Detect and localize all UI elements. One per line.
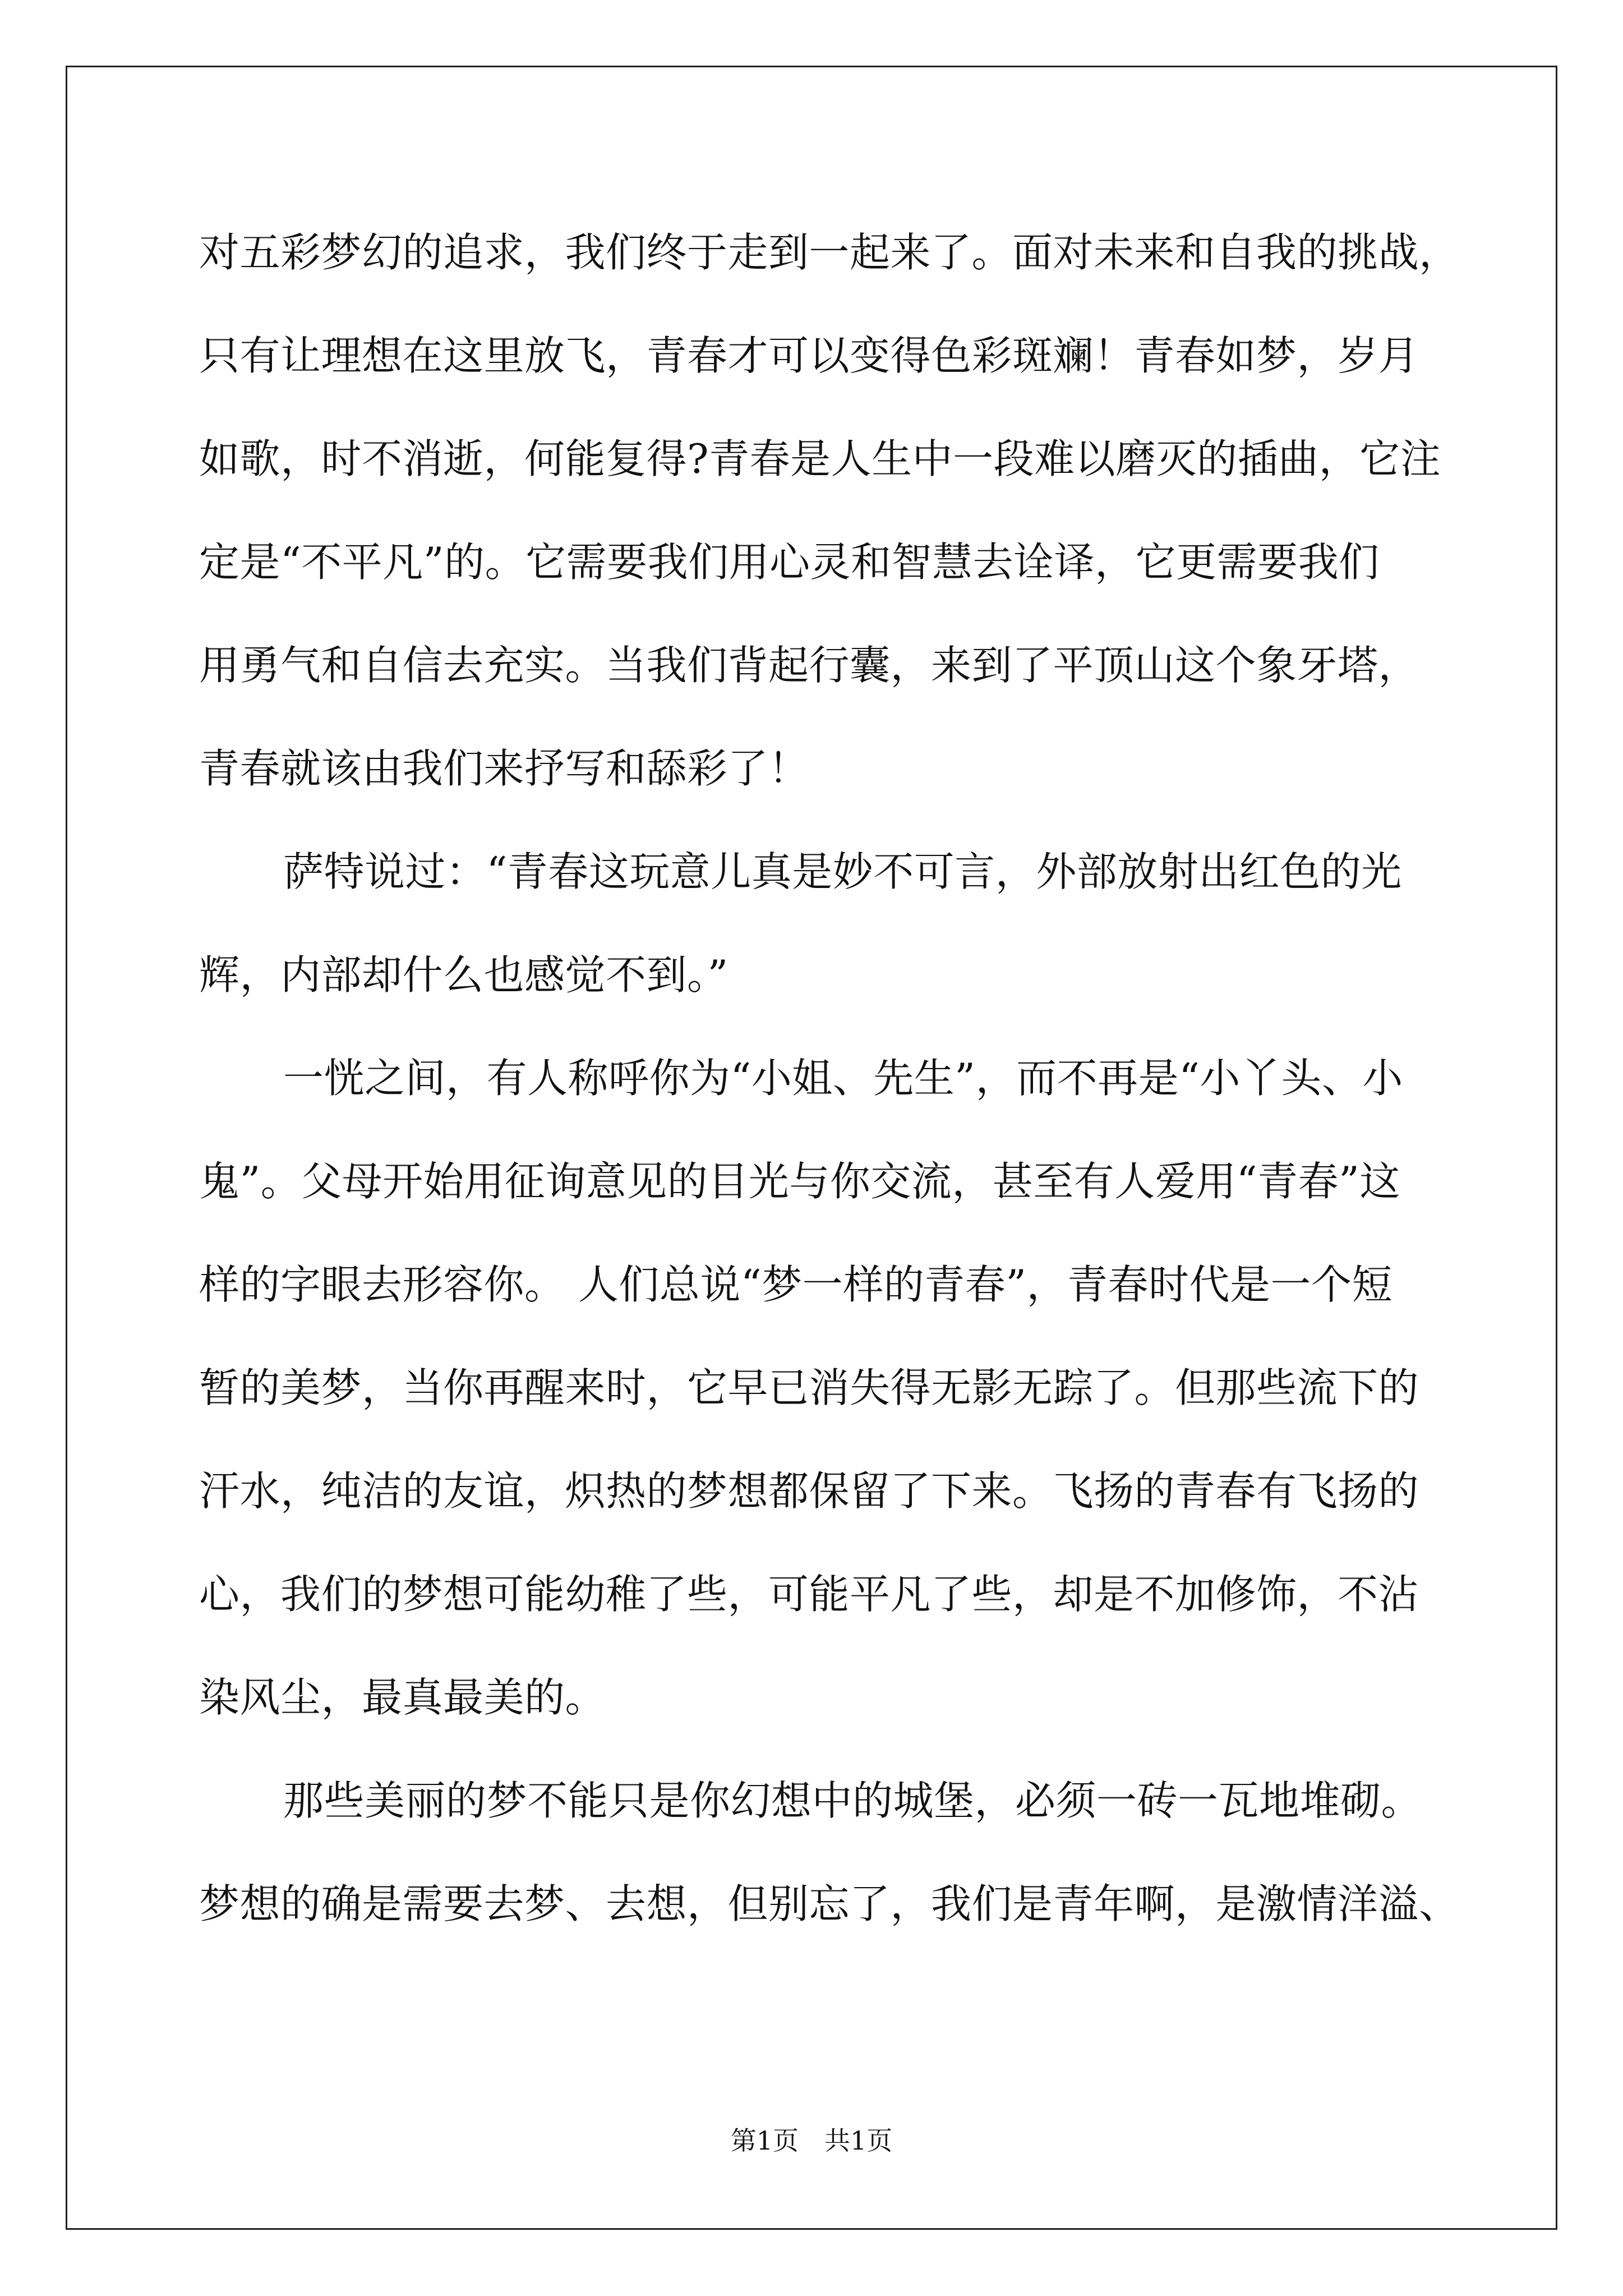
text-line: 用勇气和自信去充实。当我们背起行囊，来到了平顶山这个象牙塔， bbox=[199, 642, 1419, 689]
page-number-footer: 第1页 共1页 bbox=[730, 2125, 893, 2156]
text-line: 染风尘，最真最美的。 bbox=[199, 1674, 606, 1721]
text-line: 汗水，纯洁的友谊，炽热的梦想都保留了下来。飞扬的青春有飞扬的 bbox=[199, 1467, 1419, 1515]
text-line: 辉，内部却什么也感觉不到。” bbox=[199, 951, 728, 999]
text-line: 暂的美梦，当你再醒来时，它早已消失得无影无踪了。但那些流下的 bbox=[199, 1364, 1419, 1411]
text-line: 心，我们的梦想可能幼稚了些，可能平凡了些，却是不加修饰，不沾 bbox=[199, 1571, 1419, 1618]
text-line: 只有让理想在这里放飞，青春才可以变得色彩斑斓！青春如梦，岁月 bbox=[199, 332, 1419, 379]
text-line: 对五彩梦幻的追求，我们终于走到一起来了。面对未来和自我的挑战， bbox=[199, 229, 1460, 276]
text-line: 样的字眼去形容你。 人们总说“梦一样的青春”，青春时代是一个短 bbox=[199, 1261, 1393, 1308]
paragraph-start-line: 萨特说过：“青春这玩意儿真是妙不可言，外部放射出红色的光 bbox=[283, 848, 1402, 895]
document-body bbox=[199, 201, 1460, 1955]
text-line: 梦想的确是需要去梦、去想，但别忘了，我们是青年啊，是激情洋溢、 bbox=[199, 1880, 1460, 1927]
text-line: 鬼”。父母开始用征询意见的目光与你交流，甚至有人爱用“青春”这 bbox=[199, 1158, 1400, 1205]
text-line: 青春就该由我们来抒写和舔彩了！ bbox=[199, 745, 809, 792]
paragraph-start-line: 那些美丽的梦不能只是你幻想中的城堡，必须一砖一瓦地堆砌。 bbox=[283, 1777, 1422, 1824]
text-line: 定是“不平凡”的。它需要我们用心灵和智慧去诠译，它更需要我们 bbox=[199, 539, 1380, 586]
paragraph-start-line: 一恍之间，有人称呼你为“小姐、先生”，而不再是“小丫头、小 bbox=[283, 1055, 1403, 1102]
text-line: 如歌，时不消逝，何能复得?青春是人生中一段难以磨灭的插曲，它注 bbox=[199, 435, 1441, 482]
